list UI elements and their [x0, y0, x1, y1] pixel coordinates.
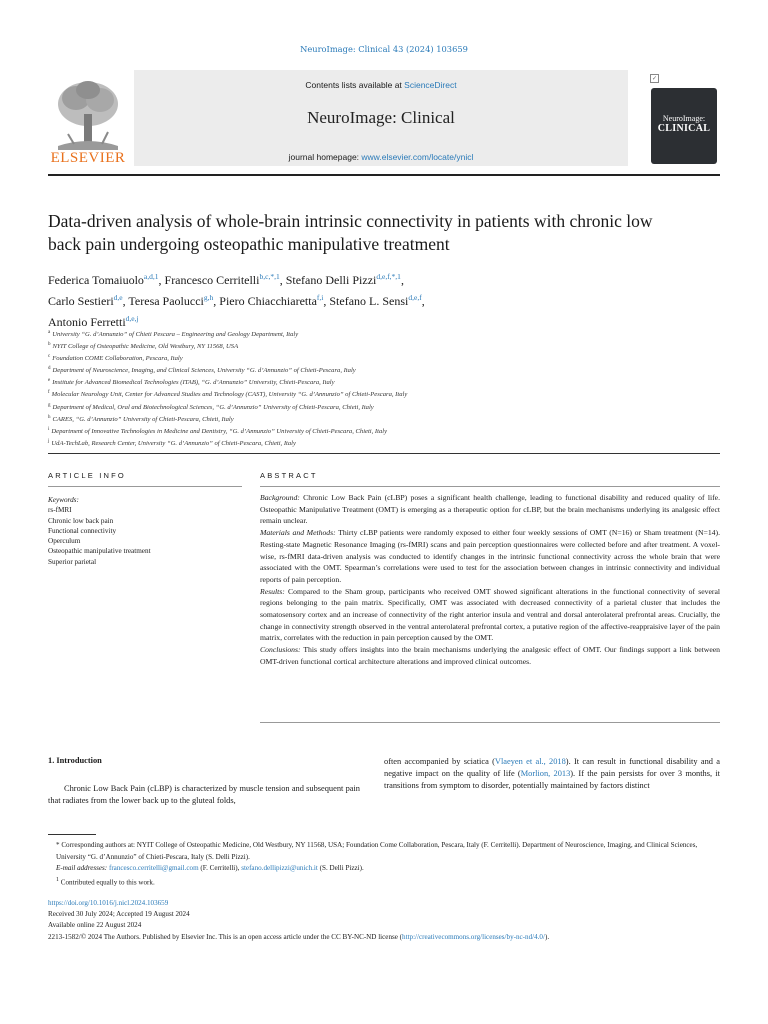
journal-citation[interactable]: NeuroImage: Clinical 43 (2024) 103659 [300, 44, 468, 54]
citation-link[interactable]: Vlaeyen et al., 2018 [494, 757, 566, 766]
license-statement: 2213-1582/© 2024 The Authors. Published by Elsevier Inc. This is an open access article under the CC BY-NC-ND license (http://creativecommons.org/licenses/by-nc-nd/4.0/). [48, 932, 550, 941]
intro-paragraph-left: Chronic Low Back Pain (cLBP) is characterized by muscle tension and subsequent pain that radiates from the lower back up to the gluteal folds, [48, 784, 360, 806]
masthead-band [134, 70, 628, 166]
cover-title-line: CLINICAL [657, 123, 711, 134]
section-divider [48, 453, 720, 454]
article-info-heading: ARTICLE INFO [48, 471, 126, 480]
author[interactable]: Teresa Paolucci$^{g,h}$, [128, 293, 220, 308]
section-divider [48, 486, 242, 487]
affiliation-marker[interactable]: b,c,*,1 [259, 272, 280, 281]
cover-title-line: NeuroImage: [662, 114, 706, 123]
keyword: Superior parietal [48, 557, 97, 566]
abstract-section: Conclusions: This study offers insights into the brain mechanisms underlying the analgesic effect of OMT. Our findings support a link between OMT-driven functional cortical architecture alterations and improved clinical outcomes. [260, 645, 720, 666]
author[interactable]: Stefano L. Sensi$^{d,e,f}$, [329, 293, 425, 308]
email-note: E-mail addresses: francesco.cerritelli@gmail.com (F. Cerritelli), stefano.dellipizzi@unich.it (S. Delli Pizzi). [56, 864, 364, 873]
author[interactable]: Francesco Cerritelli$^{b,c,*,1}$, [164, 272, 286, 287]
online-date: Available online 22 August 2024 [48, 921, 142, 930]
footnote-divider [48, 834, 96, 835]
doi-link[interactable]: https://doi.org/10.1016/j.nicl.2024.103659 [48, 899, 169, 907]
front-matter [48, 898, 720, 943]
affiliation-list [48, 328, 720, 449]
equal-contribution-note: $^1$ Contributed equally to this work. [56, 876, 155, 887]
masthead [48, 70, 720, 172]
author[interactable]: Piero Chiacchiaretta$^{f,i}$, [219, 293, 330, 308]
affiliation: $^d$ Department of Neuroscience, Imaging, and Clinical Sciences, University “G. d’Annunzio” of Chieti-Pescara, Italy [48, 366, 356, 375]
email-link[interactable]: stefano.dellipizzi@unich.it [241, 864, 318, 873]
email-link[interactable]: francesco.cerritelli@gmail.com [108, 864, 199, 873]
abstract-body [260, 492, 720, 668]
author[interactable]: Carlo Sestieri$^{d,e}$, [48, 293, 129, 308]
section-heading-introduction: 1. Introduction [48, 756, 102, 765]
affiliation-marker[interactable]: d,e,f,*,1 [376, 272, 401, 281]
keyword: Osteopathic manipulative treatment [48, 547, 151, 556]
keyword: Chronic low back pain [48, 516, 114, 525]
received-dates: Received 30 July 2024; Accepted 19 August 2024 [48, 910, 190, 919]
keywords-list [48, 505, 151, 567]
affiliation: $^b$ NYIT College of Osteopathic Medicine, Old Westbury, NY 11568, USA [48, 342, 239, 351]
abstract-section: Background: Chronic Low Back Pain (cLBP) poses a significant health challenge, leading to functional disability and reduced quality of life. Osteopathic Manipulative Treatment (OMT) is emerging as a therapeutic option for cLBP, but the brain mechanisms underlying its analgesic effect remain unclear. [260, 493, 720, 526]
crossmark-icon[interactable]: ✓ [651, 75, 658, 82]
affiliation-marker[interactable]: a,d,1 [143, 272, 159, 281]
affiliation-marker[interactable]: f,i [316, 293, 324, 302]
section-divider [260, 486, 720, 487]
affiliation: $^i$ Department of Innovative Technologies in Medicine and Dentistry, “G. d’Annunzio” University of Chieti-Pescara, Chieti, Italy [48, 426, 388, 435]
journal-title: NeuroImage: Clinical [307, 108, 455, 127]
abstract-section: Materials and Methods: Thirty cLBP patients were randomly exposed to either four weekly sessions of OMT (N=16) or Sham treatment (N=14). Resting-state Magnetic Resonance Imaging (rs-fMRI) scans and pain perception questionnaires were collected before and after treatment. A voxel-wise, rs-fMRI data-driven analysis was conducted to identify changes in the intrinsic functional connectivity across the whole brain that were associated with the OMT. Spearman’s correlations were used to test for the association between changes in intrinsic connectivity and individual reports of pain perception. [260, 528, 721, 584]
affiliation: $^a$ University “G. d’Annunzio” of Chieti Pescara – Engineering and Geology Department, Italy [48, 330, 299, 338]
affiliation: $^c$ Foundation COME Collaboration, Pescara, Italy [48, 354, 183, 363]
keyword: rs-fMRI [48, 506, 72, 515]
author[interactable]: Antonio Ferretti$^{d,e,j}$ [48, 314, 139, 329]
affiliation: $^h$ CARES, “G. d’Annunzio” University of Chieti-Pescara, Chieti, Italy [48, 414, 234, 423]
affiliation-marker[interactable]: g,h [203, 293, 214, 302]
author[interactable]: Federica Tomaiuolo$^{a,d,1}$, [48, 272, 165, 287]
elsevier-wordmark: ELSEVIER [50, 150, 126, 166]
abstract-heading: ABSTRACT [260, 471, 318, 480]
keyword: Functional connectivity [48, 526, 117, 535]
citation-link[interactable]: Morlion, 2013 [520, 769, 571, 779]
affiliation-marker[interactable]: d,e,f [408, 293, 422, 302]
affiliation-marker[interactable]: d,e,j [125, 314, 139, 323]
homepage-line: journal homepage: www.elsevier.com/locate/ynicl [288, 152, 474, 162]
affiliation: $^e$ Institute for Advanced Biomedical Technologies (ITAB), “G. d’Annunzio” University, Chieti-Pescara, Italy [48, 378, 335, 387]
license-link[interactable]: http://creativecommons.org/licenses/by-nc-nd/4.0/ [402, 932, 545, 941]
contents-line: Contents lists available at ScienceDirect [305, 80, 457, 90]
affiliation: $^g$ Department of Medical, Oral and Biotechnological Sciences, “G. d’Annunzio” University of Chieti-Pescara, Chieti, Italy [48, 402, 374, 411]
keyword: Operculum [48, 537, 81, 546]
sciencedirect-link[interactable]: ScienceDirect [404, 80, 457, 90]
intro-paragraph-right: often accompanied by sciatica (Vlaeyen et al., 2018). It can result in functional disability and a negative impact on the quality of life (Morlion, 2013). If the pain persists for over 3 months, it transitions from symptom to disorder, potentially maintained by factors distinct [384, 757, 721, 791]
keywords-label: Keywords: [48, 496, 79, 504]
corresponding-author-note: * Corresponding authors at: NYIT College of Osteopathic Medicine, Old Westbury, NY 11568, USA; Foundation Come Collaboration, Pescara, Italy (F. Cerritelli). Department of Neuroscience, Imaging, and Clinical Sciences, University “G. d’Annunzio” of Chieti-Pescara, Italy (S. Delli Pizzi). [56, 841, 698, 861]
affiliation-marker[interactable]: d,e [113, 293, 123, 302]
keywords-block [48, 495, 151, 567]
author[interactable]: Stefano Delli Pizzi$^{d,e,f,*,1}$, [285, 272, 404, 287]
abstract-section: Results: Compared to the Sham group, participants who received OMT showed significant alterations in the functional connectivity of several regions belonging to the pain matrix. Specifically, OMT was associated with decreased connectivity of a parietal cluster that includes the somatosensory cortex and an increase of connectivity of the right anterior insula and ventral and dorsal anterolateral prefrontal areas. Crucially, the change in connectivity strength observed in the ventral anterolateral prefrontal cortex, a putative region of the affective-reappraisive layer of the pain matrix, correlates with the reduction in pain perception caused by the OMT. [260, 586, 720, 643]
journal-homepage-link[interactable]: www.elsevier.com/locate/ynicl [361, 152, 474, 162]
paper-title: Data-driven analysis of whole-brain intrinsic connectivity in patients with chronic low back pain undergoing osteopathic manipulative treatment [48, 211, 653, 254]
journal-cover-image [651, 88, 717, 164]
section-divider [260, 722, 720, 723]
author-list [48, 268, 708, 331]
masthead-divider [48, 174, 720, 176]
affiliation: $^f$ Molecular Neurology Unit, Center for Advanced Studies and Technology (CAST), University “G. d’Annunzio” of Chieti-Pescara, Italy [48, 390, 408, 399]
footnotes [48, 840, 720, 889]
affiliation: $^j$ UdA-TechLab, Research Center, University “G. d’Annunzio” of Chieti-Pescara, Chieti, Italy [48, 438, 296, 447]
